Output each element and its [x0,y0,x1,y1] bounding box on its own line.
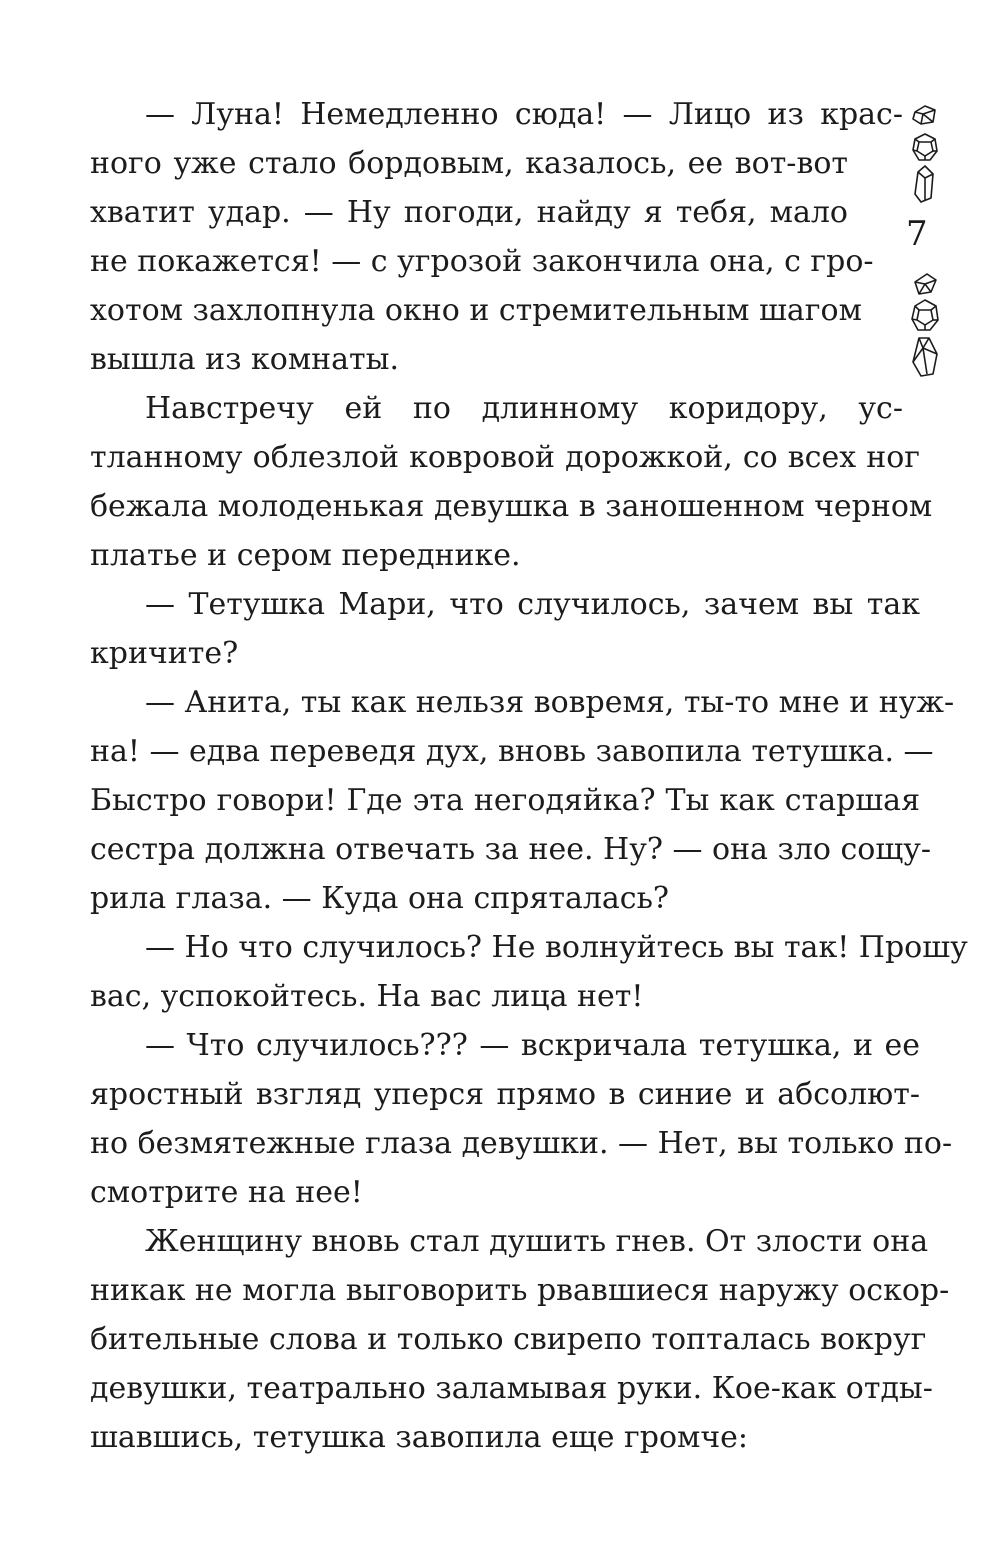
body-text [90,90,968,1462]
page-number: 7 [906,214,928,254]
text-line: Быстро говори! Где эта негодяйка? Ты как старшая [90,783,920,818]
text-line: кричите? [90,636,239,671]
text-line: на! — едва переведя дух, вновь завопила тетушка. — [90,734,934,769]
text-line: не покажется! — с угрозой закончила она, с гро- [90,244,874,279]
text-line: — Что случилось??? — вскричала тетушка, и ее [145,1028,920,1063]
text-line: никак не могла выговорить рвавшиеся наружу оскор- [90,1273,950,1308]
text-line: смотрите на нее! [90,1175,363,1210]
text-line: яростный взгляд уперся прямо в синие и абсолют- [90,1077,920,1112]
text-line: девушки, театрально заламывая руки. Кое-как отды- [90,1371,933,1406]
text-line: сестра должна отвечать за нее. Ну? — она зло сощу- [90,832,932,867]
crystal-cluster-icon [903,268,947,380]
text-line: хватит удар. — Ну погоди, найду я тебя, мало [90,195,848,230]
text-line: платье и сером переднике. [90,538,521,573]
text-line: Женщину вновь стал душить гнев. От злости она [145,1224,929,1259]
text-line: шавшись, тетушка завопила еще громче: [90,1420,749,1455]
text-line: тланному облезлой ковровой дорожкой, со всех ног [90,440,920,475]
text-line: но безмятежные глаза девушки. — Нет, вы только по- [90,1126,953,1161]
text-line: — Тетушка Мари, что случилось, зачем вы так [145,587,920,622]
text-line: Навстречу ей по длинному коридору, ус- [145,391,903,426]
text-line: вас, успокойтесь. На вас лица нет! [90,979,644,1014]
text-line: вышла из комнаты. [90,342,400,377]
text-line: бительные слова и только свирепо топталась вокруг [90,1322,927,1357]
text-line: — Анита, ты как нельзя вовремя, ты-то мне и нуж- [145,685,955,720]
text-line: хотом захлопнула окно и стремительным шагом [90,293,862,328]
text-line: — Но что случилось? Не волнуйтесь вы так! Прошу [145,930,968,965]
text-line: рила глаза. — Куда она спряталась? [90,881,670,916]
text-line: ного уже стало бордовым, казалось, ее вот-вот [90,146,848,181]
text-line: — Луна! Немедленно сюда! — Лицо из крас- [145,97,903,132]
crystal-cluster-icon [903,100,947,205]
text-line: бежала молоденькая девушка в заношенном черном [90,489,933,524]
